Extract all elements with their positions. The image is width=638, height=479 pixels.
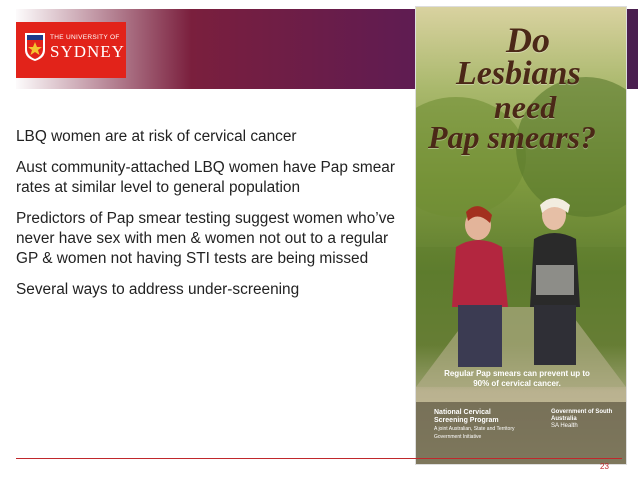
program-block bbox=[434, 409, 524, 441]
poster-tagline: Regular Pap smears can prevent up to 90% of cervical cancer. bbox=[444, 369, 590, 388]
government-block bbox=[551, 409, 621, 430]
poster-image bbox=[415, 6, 627, 465]
bullet-list bbox=[16, 127, 406, 311]
header-margin bbox=[0, 9, 16, 89]
poster-title-line: Pap smears? bbox=[428, 119, 596, 155]
bullet-item: Aust community-attached LBQ women have Pap smear rates at similar level to general population bbox=[16, 159, 395, 196]
program-title: National Cervical Screening Program bbox=[434, 409, 499, 424]
bullet-item: Several ways to address under-screening bbox=[16, 281, 300, 298]
poster-title-line: Do bbox=[506, 20, 550, 60]
crest-icon bbox=[24, 32, 46, 62]
program-subtitle: A joint Australian, State and Territory Government Initiative bbox=[434, 426, 515, 440]
government-title: Government of South Australia bbox=[551, 409, 613, 422]
bullet-item: LBQ women are at risk of cervical cancer bbox=[16, 128, 297, 145]
bullet-item: Predictors of Pap smear testing suggest women who’ve never have sex with men & women not out to a regular GP & women not having STI tests are being missed bbox=[16, 210, 395, 267]
university-logo bbox=[16, 22, 126, 78]
page-number: 23 bbox=[600, 462, 609, 471]
government-subtitle: SA Health bbox=[551, 423, 578, 429]
poster-title-line: Lesbians bbox=[456, 55, 581, 92]
logo-main-text: SYDNEY bbox=[50, 42, 125, 61]
footer-divider bbox=[16, 458, 622, 459]
logo-top-text: THE UNIVERSITY OF bbox=[50, 34, 120, 41]
poster-title-line: need bbox=[494, 89, 557, 125]
